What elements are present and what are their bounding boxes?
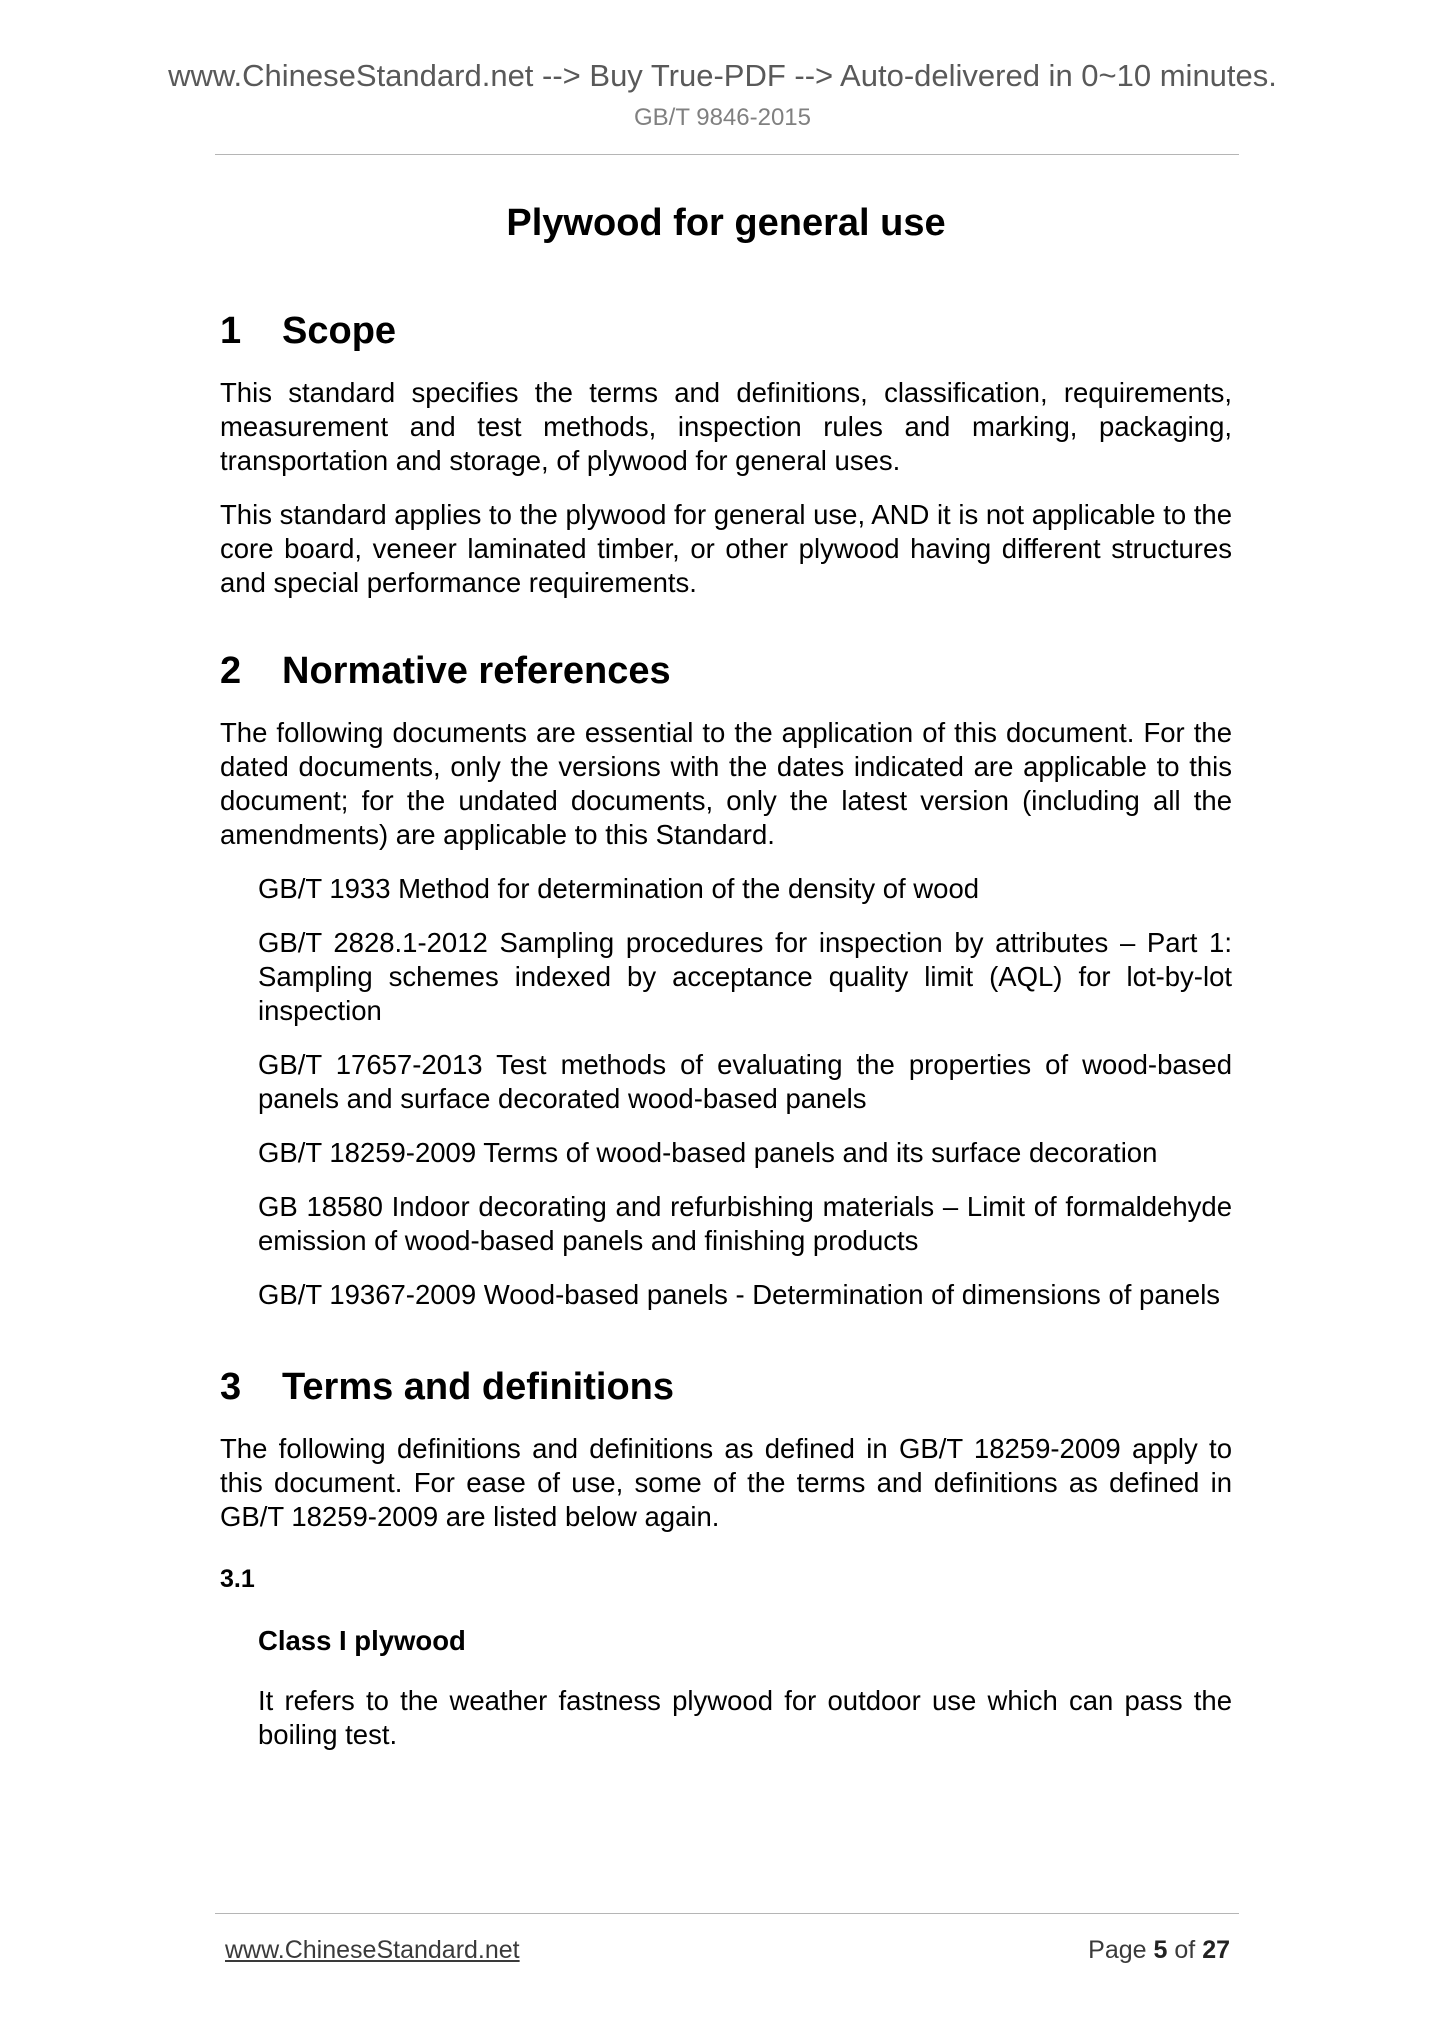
paragraph: This standard specifies the terms and definitions, classification, requirements, measurement and test methods, inspection rules and marking, packaging, transportation and storage, of plywood for general uses.	[220, 377, 1232, 476]
page-current: 5	[1153, 1936, 1168, 1964]
reference-item: GB/T 19367-2009 Wood-based panels - Determination of dimensions of panels	[258, 1279, 1221, 1310]
paragraph: The following documents are essential to the application of this document. For the dated documents, only the versions with the dates indicated are applicable to this document; for the undated documents, only the latest version (including all the amendments) are applicable to this Standard.	[220, 717, 1232, 850]
reference-item: GB 18580 Indoor decorating and refurbishing materials – Limit of formaldehyde emission of wood-based panels and finishing products	[258, 1191, 1232, 1256]
page-number	[1088, 1935, 1230, 1965]
footer-website-link[interactable]: www.ChineseStandard.net	[225, 1936, 520, 1964]
section-number: 3	[220, 1366, 242, 1408]
section-heading-scope	[220, 308, 1232, 354]
section-title: Normative references	[282, 650, 671, 692]
section-number: 1	[220, 310, 242, 352]
reference-item: GB/T 2828.1-2012 Sampling procedures for inspection by attributes – Part 1: Sampling schemes indexed by acceptance quality limit (AQL) for lot-by-lot inspection	[258, 927, 1232, 1026]
paragraph: The following definitions and definitions as defined in GB/T 18259-2009 apply to this document. For ease of use, some of the terms and definitions as defined in GB/T 18259-2009 are listed below again.	[220, 1433, 1232, 1532]
document-body	[220, 190, 1232, 1752]
document-title: Plywood for general use	[506, 202, 946, 244]
page-label: Page	[1088, 1936, 1147, 1964]
reference-item: GB/T 17657-2013 Test methods of evaluating the properties of wood-based panels and surface decorated wood-based panels	[258, 1049, 1232, 1114]
reference-item: GB/T 18259-2009 Terms of wood-based panels and its surface decoration	[258, 1137, 1158, 1168]
paragraph: This standard applies to the plywood for general use, AND it is not applicable to the core board, veneer laminated timber, or other plywood having different structures and special performance requirements.	[220, 499, 1232, 598]
header-divider	[215, 154, 1239, 155]
footer-divider	[215, 1913, 1239, 1914]
section-title: Scope	[282, 310, 397, 352]
page-total: 27	[1202, 1936, 1230, 1964]
page-of: of	[1174, 1936, 1196, 1964]
section-heading-normative-references	[220, 648, 1232, 694]
header-banner: www.ChineseStandard.net --> Buy True-PDF --> Auto-delivered in 0~10 minutes.	[168, 58, 1277, 93]
section-title: Terms and definitions	[282, 1366, 675, 1408]
section-heading-terms	[220, 1364, 1232, 1410]
header-standard-code: GB/T 9846-2015	[633, 104, 811, 131]
term-definition: It refers to the weather fastness plywood for outdoor use which can pass the boiling test.	[258, 1685, 1232, 1750]
term-name: Class I plywood	[258, 1625, 466, 1656]
term-number: 3.1	[220, 1565, 255, 1593]
reference-item: GB/T 1933 Method for determination of the density of wood	[258, 873, 980, 904]
section-number: 2	[220, 650, 242, 692]
